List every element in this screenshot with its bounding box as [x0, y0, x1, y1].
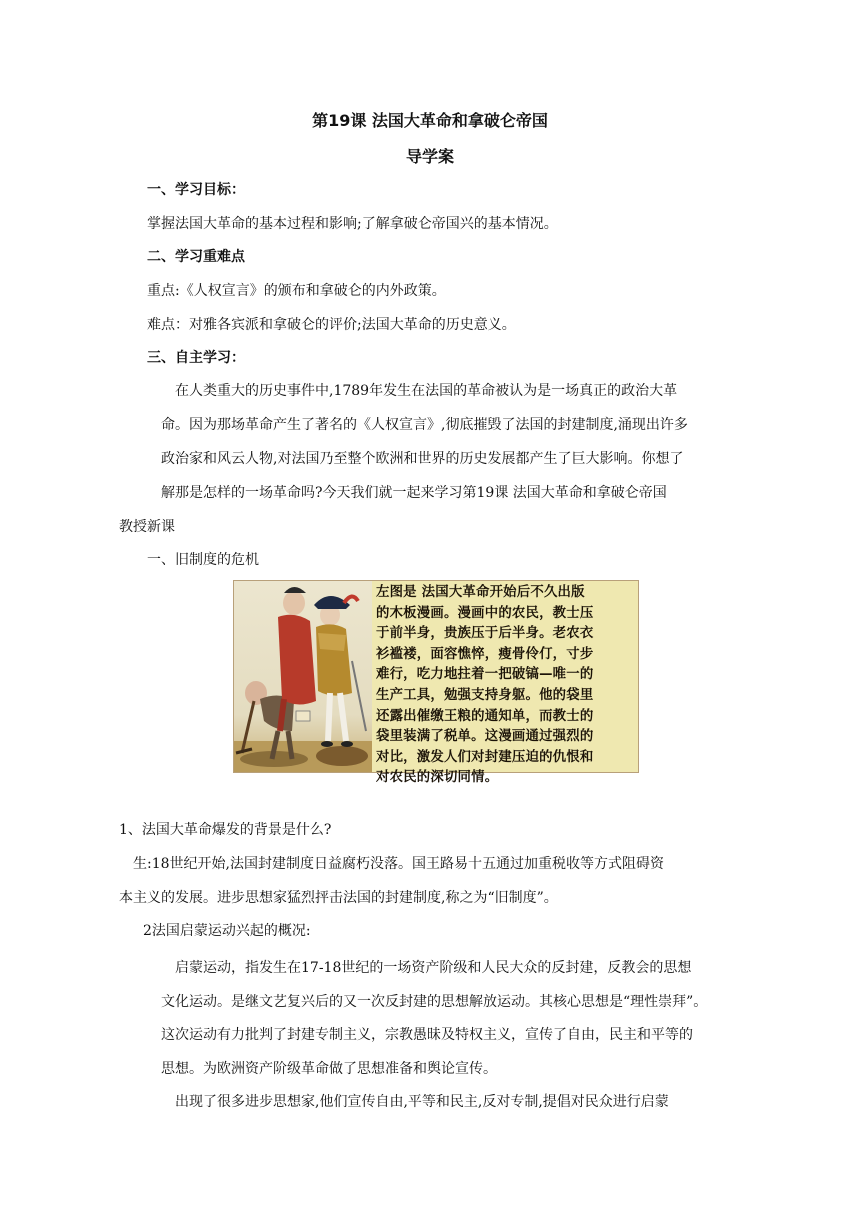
caption-line: 难行，吃力地拄着一把破镐—唯一的 [376, 667, 594, 683]
key-point: 重点:《人权宣言》的颁布和拿破仑的内外政策。 [147, 283, 446, 299]
lesson-title: 第19课 法国大革命和拿破仑帝国 [312, 111, 548, 130]
woodcut-cartoon-image [234, 581, 372, 772]
answer-2-line: 启蒙运动，指发生在17-18世纪的一场资产阶级和人民大众的反封建，反教会的思想 [175, 960, 692, 976]
peasant-burden-cartoon-icon [234, 581, 372, 772]
teach-new-label: 教授新课 [119, 519, 175, 535]
goals-text: 掌握法国大革命的基本过程和影响;了解拿破仑帝国兴的基本情况。 [147, 216, 558, 232]
answer-2-line: 文化运动。是继文艺复兴后的又一次反封建的思想解放运动。其核心思想是“理性崇拜”。 [161, 994, 708, 1010]
figure-caption [372, 581, 638, 786]
answer-2-line: 这次运动有力批判了封建专制主义，宗教愚昧及特权主义，宣传了自由，民主和平等的 [161, 1027, 693, 1043]
caption-line: 左图是 法国大革命开始后不久出版 [376, 585, 585, 600]
cartoon-figure [233, 580, 639, 786]
intro-line: 政治家和风云人物,对法国乃至整个欧洲和世界的历史发展都产生了巨大影响。你想了 [161, 451, 684, 467]
answer-1-line: 本主义的发展。进步思想家猛烈抨击法国的封建制度,称之为“旧制度”。 [119, 890, 558, 906]
intro-line: 解那是怎样的一场革命吗?今天我们就一起来学习第19课 法国大革命和拿破仑帝国 [161, 485, 667, 501]
caption-line: 还露出催缴王粮的通知单，而教士的 [376, 708, 594, 724]
caption-line: 袋里装满了税单。这漫画通过强烈的 [376, 729, 594, 745]
answer-3-line: 出现了很多进步思想家,他们宣传自由,平等和民主,反对专制,提倡对民众进行启蒙 [175, 1094, 669, 1110]
key-difficult-heading: 二、学习重难点 [147, 249, 245, 265]
difficult-point: 难点：对雅各宾派和拿破仑的评价;法国大革命的历史意义。 [147, 317, 516, 333]
caption-line: 于前半身，贵族压于后半身。老农衣 [376, 626, 594, 642]
intro-line: 命。因为那场革命产生了著名的《人权宣言》,彻底摧毁了法国的封建制度,涌现出许多 [161, 417, 688, 433]
answer-1-line: 生:18世纪开始,法国封建制度日益腐朽没落。国王路易十五通过加重税收等方式阻碍资 [133, 856, 664, 872]
self-study-heading: 三、自主学习： [147, 350, 245, 366]
caption-line: 的木板漫画。漫画中的农民，教士压 [376, 605, 594, 621]
lesson-subtitle: 导学案 [405, 147, 454, 166]
caption-line: 对农民的深切同情。 [376, 770, 499, 786]
caption-line: 衫褴褛，面容憔悴，瘦骨伶仃，寸步 [376, 646, 594, 662]
question-2: 2法国启蒙运动兴起的概况: [143, 923, 311, 939]
goals-heading: 一、学习目标： [147, 182, 245, 198]
caption-line: 生产工具，勉强支持身躯。他的袋里 [376, 687, 594, 703]
intro-line: 在人类重大的历史事件中,1789年发生在法国的革命被认为是一场真正的政治大革 [175, 383, 678, 399]
question-1: 1、法国大革命爆发的背景是什么? [119, 822, 332, 838]
caption-line: 对比，激发人们对封建压迫的仇恨和 [376, 749, 594, 765]
part-one-heading: 一、旧制度的危机 [147, 552, 259, 568]
answer-2-line: 思想。为欧洲资产阶级革命做了思想准备和舆论宣传。 [161, 1061, 497, 1077]
